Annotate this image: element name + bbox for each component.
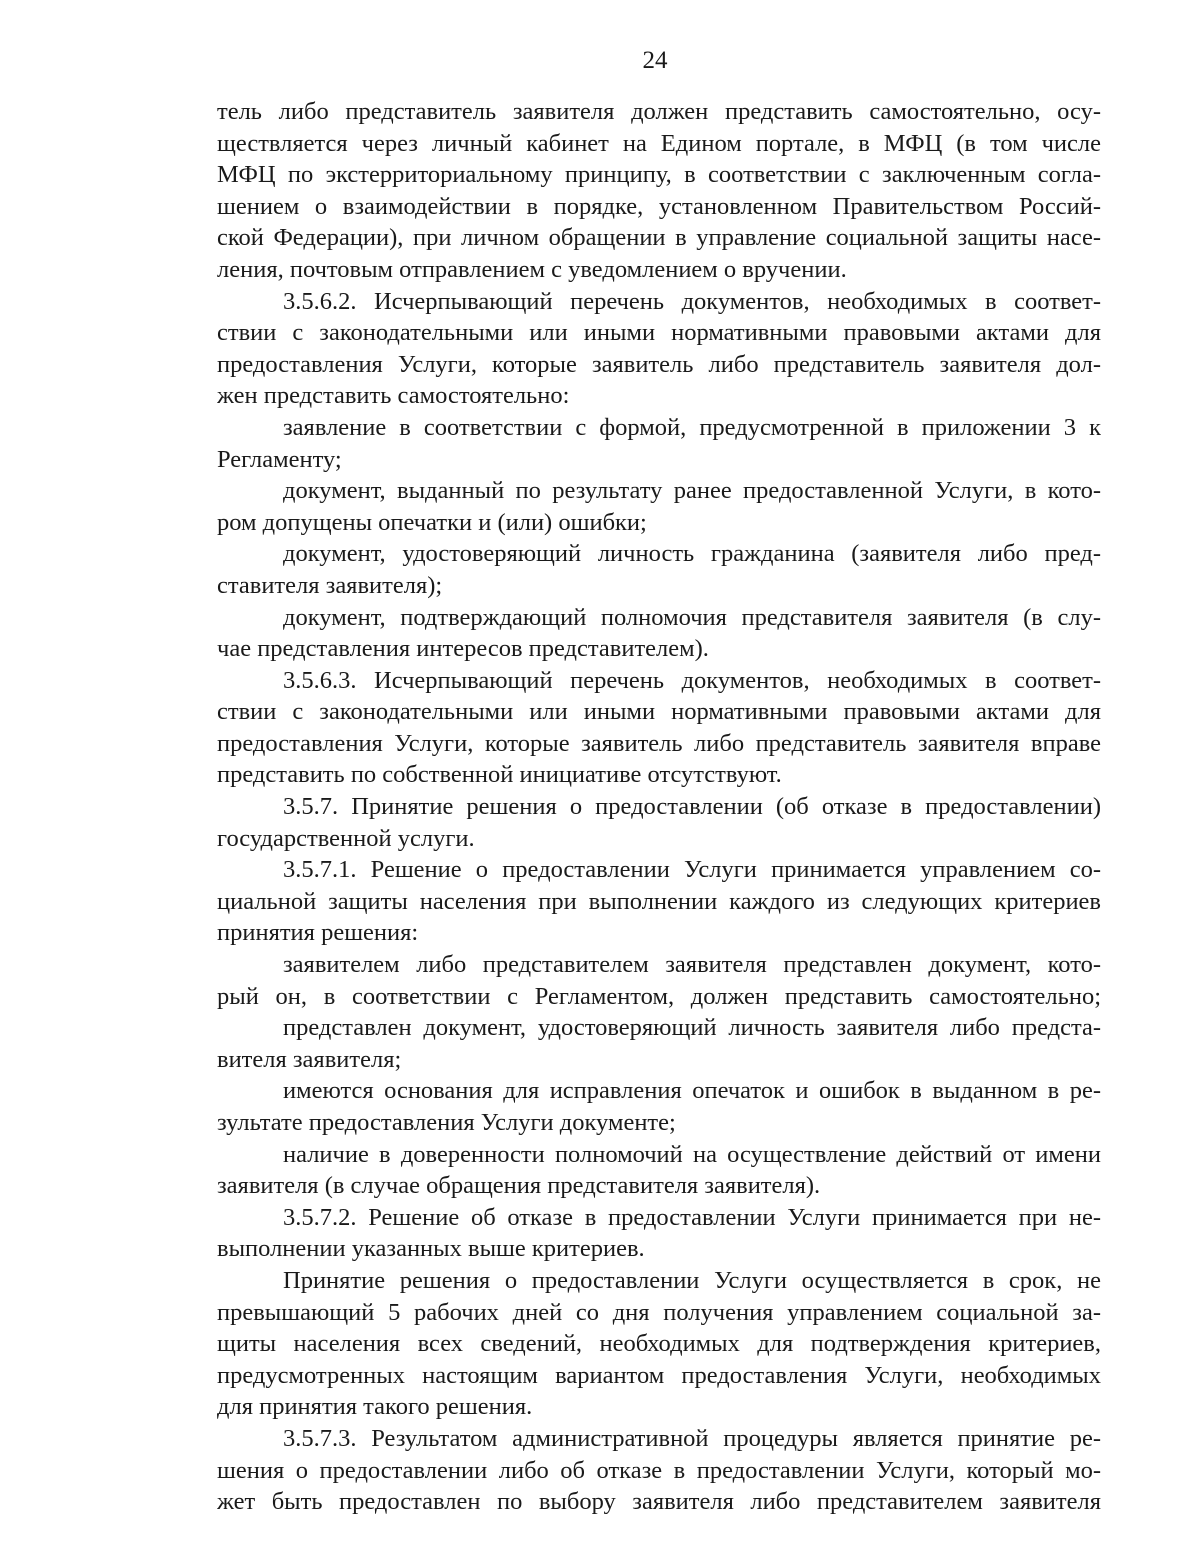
- text-line: циальной защиты населения при выполнении каждого из следующих критериев: [217, 887, 1101, 915]
- text-line: жет быть предоставлен по выбору заявителя либо представителем заявителя: [217, 1488, 1101, 1516]
- text-line: принятия решения:: [217, 919, 419, 947]
- text-line: представить по собственной инициативе отсутствуют.: [217, 761, 782, 789]
- page-number: 24: [642, 47, 668, 74]
- text-line: 3.5.7.1. Решение о предоставлении Услуги принимается управлением со-: [283, 856, 1101, 884]
- text-line: заявление в соответствии с формой, предусмотренной в приложении 3 к: [283, 413, 1101, 441]
- text-line: предоставления Услуги, которые заявитель либо представитель заявителя вправе: [217, 729, 1101, 757]
- text-line: шением о взаимодействии в порядке, установленном Правительством Россий-: [217, 192, 1101, 220]
- text-line: документ, подтверждающий полномочия представителя заявителя (в слу-: [283, 603, 1101, 631]
- text-line: предусмотренных настоящим вариантом предоставления Услуги, необходимых: [217, 1361, 1101, 1389]
- text-line: 3.5.6.3. Исчерпывающий перечень документов, необходимых в соответ-: [283, 666, 1101, 694]
- text-line: заявителем либо представителем заявителя представлен документ, кото-: [283, 951, 1101, 979]
- text-line: представлен документ, удостоверяющий личность заявителя либо предста-: [283, 1014, 1101, 1042]
- text-line: ществляется через личный кабинет на Едином портале, в МФЦ (в том числе: [217, 129, 1101, 157]
- text-line: рый он, в соответствии с Регламентом, должен представить самостоятельно;: [217, 982, 1101, 1010]
- text-line: наличие в доверенности полномочий на осуществление действий от имени: [283, 1140, 1101, 1168]
- text-line: имеются основания для исправления опечаток и ошибок в выданном в ре-: [283, 1077, 1101, 1105]
- text-line: вителя заявителя;: [217, 1045, 402, 1073]
- text-line: ствии с законодательными или иными нормативными правовыми актами для: [217, 319, 1101, 347]
- text-line: Принятие решения о предоставлении Услуги осуществляется в срок, не: [283, 1266, 1101, 1294]
- text-line: шения о предоставлении либо об отказе в предоставлении Услуги, который мо-: [217, 1456, 1101, 1484]
- text-line: ской Федерации), при личном обращении в управление социальной защиты насе-: [217, 224, 1101, 252]
- text-line: ления, почтовым отправлением с уведомлением о вручении.: [217, 255, 847, 283]
- text-line: тель либо представитель заявителя должен представить самостоятельно, осу-: [217, 98, 1101, 125]
- text-line: ставителя заявителя);: [217, 571, 443, 599]
- text-line: государственной услуги.: [217, 824, 475, 852]
- text-line: документ, выданный по результату ранее предоставленной Услуги, в кото-: [283, 477, 1101, 505]
- text-line: щиты населения всех сведений, необходимых для подтверждения критериев,: [217, 1330, 1101, 1358]
- text-line: жен представить самостоятельно:: [217, 382, 570, 410]
- text-line: превышающий 5 рабочих дней со дня получения управлением социальной за-: [217, 1298, 1101, 1326]
- text-line: для принятия такого решения.: [217, 1393, 533, 1421]
- text-line: 3.5.7. Принятие решения о предоставлении (об отказе в предоставлении): [283, 793, 1101, 821]
- text-line: МФЦ по экстерриториальному принципу, в соответствии с заключенным согла-: [217, 161, 1101, 189]
- text-line: 3.5.7.2. Решение об отказе в предоставлении Услуги принимается при не-: [283, 1203, 1101, 1231]
- text-line: 3.5.6.2. Исчерпывающий перечень документов, необходимых в соответ-: [283, 287, 1101, 315]
- text-line: выполнении указанных выше критериев.: [217, 1235, 645, 1263]
- text-line: 3.5.7.3. Результатом административной процедуры является принятие ре-: [283, 1424, 1101, 1452]
- body-text: [217, 96, 1101, 1518]
- text-line: документ, удостоверяющий личность гражданина (заявителя либо пред-: [283, 540, 1101, 568]
- text-line: предоставления Услуги, которые заявитель либо представитель заявителя дол-: [217, 350, 1101, 378]
- text-line: Регламенту;: [217, 445, 342, 473]
- text-line: ствии с законодательными или иными нормативными правовыми актами для: [217, 698, 1101, 726]
- text-line: зультате предоставления Услуги документе;: [217, 1109, 676, 1136]
- text-line: чае представления интересов представителем).: [217, 635, 709, 663]
- text-line: заявителя (в случае обращения представителя заявителя).: [217, 1172, 821, 1200]
- text-line: ром допущены опечатки и (или) ошибки;: [217, 508, 647, 536]
